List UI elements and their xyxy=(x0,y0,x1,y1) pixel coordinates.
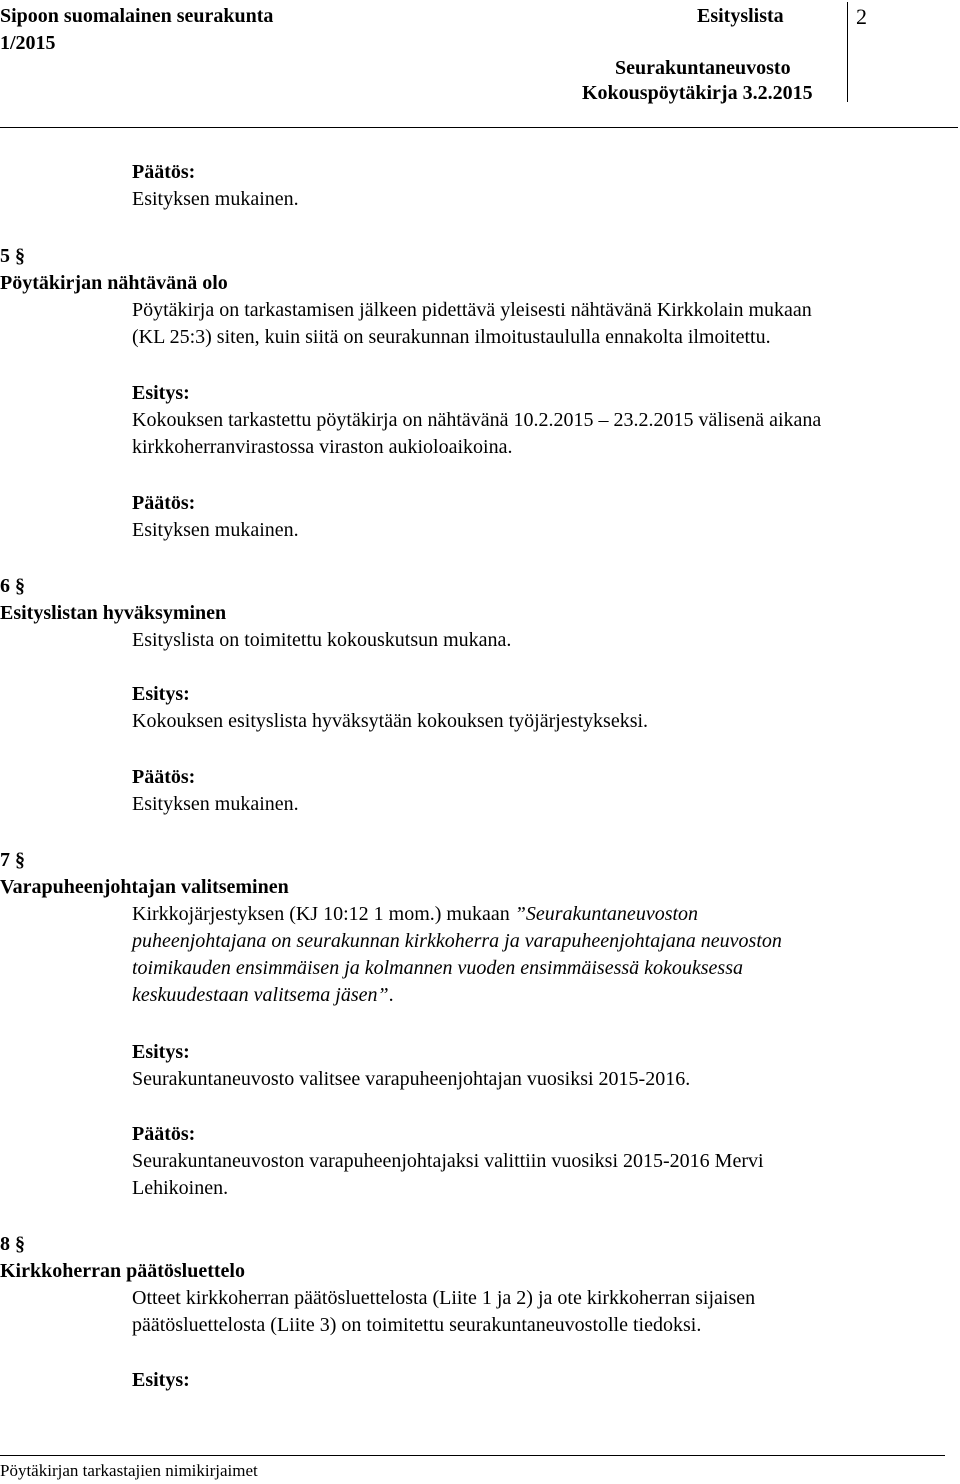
decision-text: Lehikoinen. xyxy=(132,1177,229,1199)
header-divider-vertical xyxy=(847,2,848,102)
decision-label: Päätös: xyxy=(132,161,196,183)
section-heading-5 xyxy=(0,243,25,270)
body-text: . xyxy=(388,984,394,1006)
header-document-number: 1/2015 xyxy=(0,32,56,54)
decision-label: Päätös: xyxy=(132,492,196,514)
section-body-line xyxy=(132,982,394,1009)
section-body-line: (KL 25:3) siten, kuin siitä on seurakunnan ilmoitustaululla ennakolta ilmoitettu. xyxy=(132,326,771,348)
section-body-line: Otteet kirkkoherran päätösluettelosta (Liite 1 ja 2) ja ote kirkkoherran sijaisen xyxy=(132,1287,756,1309)
header-organization: Sipoon suomalainen seurakunta xyxy=(0,5,274,27)
section-number: 7 xyxy=(0,849,10,871)
footer-initials-label: Pöytäkirjan tarkastajien nimikirjaimet xyxy=(0,1461,258,1480)
quoted-text: keskuudestaan valitsema jäsen” xyxy=(132,984,389,1006)
section-title: Varapuheenjohtajan valitseminen xyxy=(0,876,289,898)
section-title: Pöytäkirjan nähtävänä olo xyxy=(0,272,228,294)
decision-text: Esityksen mukainen. xyxy=(132,188,299,210)
header-page-number: 2 xyxy=(856,4,867,29)
header-document-type: Esityslista xyxy=(697,5,784,27)
proposal-label: Esitys: xyxy=(132,382,190,404)
header-rule xyxy=(0,127,958,128)
section-body-line xyxy=(132,901,698,928)
decision-text: Esityksen mukainen. xyxy=(132,793,299,815)
section-title: Esityslistan hyväksyminen xyxy=(0,602,227,624)
decision-label: Päätös: xyxy=(132,1123,196,1145)
decision-text: Esityksen mukainen. xyxy=(132,519,299,541)
section-number: 8 xyxy=(0,1233,10,1255)
section-mark: § xyxy=(15,575,25,597)
proposal-label: Esitys: xyxy=(132,1041,190,1063)
header-minutes-date: Kokouspöytäkirja 3.2.2015 xyxy=(582,82,813,104)
quoted-text: toimikauden ensimmäisen ja kolmannen vuoden ensimmäisessä kokouksessa xyxy=(132,957,743,979)
quoted-text: ”Seurakuntaneuvoston xyxy=(514,903,699,925)
section-heading-7 xyxy=(0,847,25,874)
body-text: Kirkkojärjestyksen (KJ 10:12 1 mom.) mukaan xyxy=(132,903,515,925)
section-body-line: päätösluettelosta (Liite 3) on toimitettu seurakuntaneuvostolle tiedoksi. xyxy=(132,1314,702,1336)
proposal-text: Seurakuntaneuvosto valitsee varapuheenjohtajan vuosiksi 2015-2016. xyxy=(132,1068,691,1090)
section-number: 6 xyxy=(0,575,10,597)
section-mark: § xyxy=(15,849,25,871)
proposal-text: Kokouksen esityslista hyväksytään kokouksen työjärjestykseksi. xyxy=(132,710,649,732)
proposal-label: Esitys: xyxy=(132,683,190,705)
section-heading-8 xyxy=(0,1231,25,1258)
section-body-line: Pöytäkirja on tarkastamisen jälkeen pidettävä yleisesti nähtävänä Kirkkolain mukaan xyxy=(132,299,812,321)
decision-label: Päätös: xyxy=(132,766,196,788)
quoted-text: puheenjohtajana on seurakunnan kirkkoherra ja varapuheenjohtajana neuvoston xyxy=(132,930,782,952)
section-mark: § xyxy=(15,245,25,267)
section-mark: § xyxy=(15,1233,25,1255)
decision-text: Seurakuntaneuvoston varapuheenjohtajaksi valittiin vuosiksi 2015-2016 Mervi xyxy=(132,1150,764,1172)
proposal-label: Esitys: xyxy=(132,1369,190,1391)
section-body-line: Esityslista on toimitettu kokouskutsun mukana. xyxy=(132,629,512,651)
footer-rule xyxy=(0,1455,945,1456)
section-heading-6 xyxy=(0,573,25,600)
header-body: Seurakuntaneuvosto xyxy=(615,57,791,79)
proposal-text: kirkkoherranvirastossa viraston aukioloaikoina. xyxy=(132,436,513,458)
section-title: Kirkkoherran päätösluettelo xyxy=(0,1260,245,1282)
section-number: 5 xyxy=(0,245,10,267)
proposal-text: Kokouksen tarkastettu pöytäkirja on nähtävänä 10.2.2015 – 23.2.2015 välisenä aikana xyxy=(132,409,822,431)
